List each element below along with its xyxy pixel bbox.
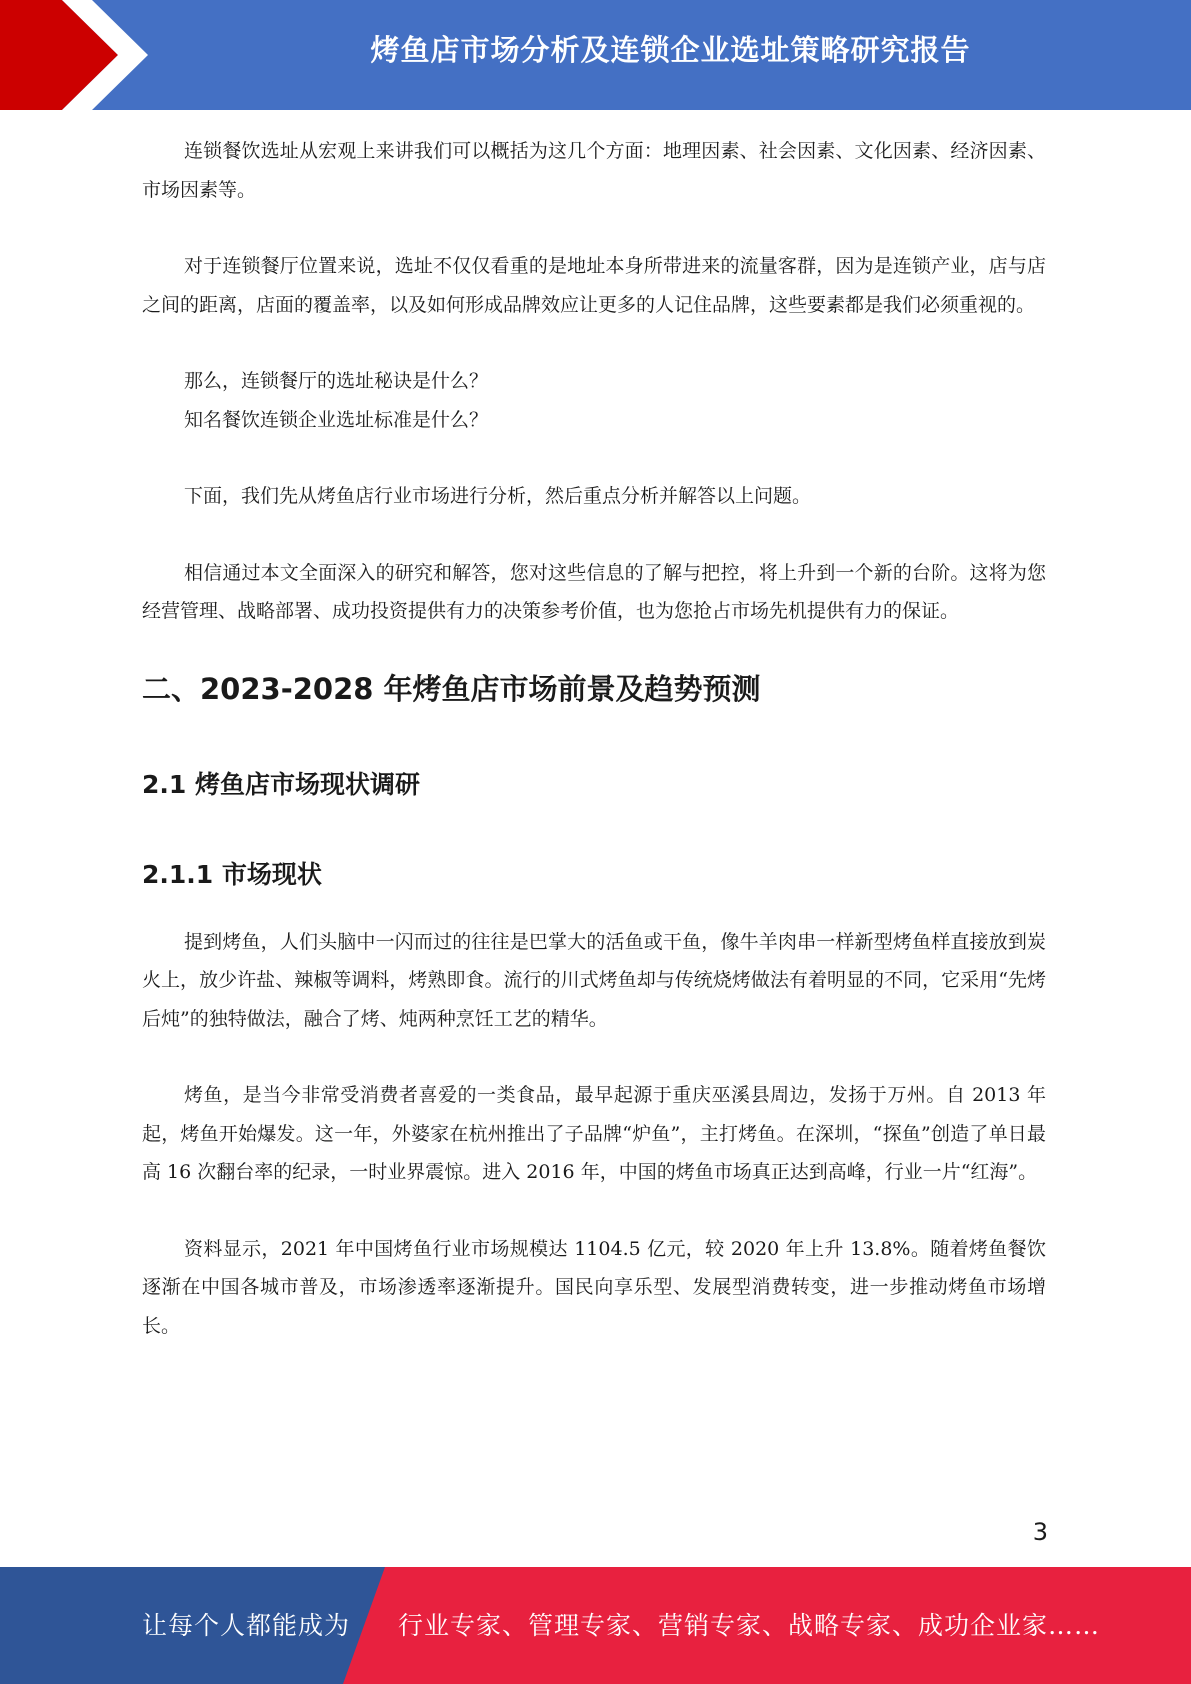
intro-paragraph: 对于连锁餐厅位置来说，选址不仅仅看重的是地址本身所带进来的流量客群，因为是连锁产业，店与店之间的距离，店面的覆盖率，以及如何形成品牌效应让更多的人记住品牌，这些要素都是我们必须重视的。 [142,255,1046,316]
subsection-heading: 2.1 烤鱼店市场现状调研 [142,769,420,799]
body-paragraph: 提到烤鱼，人们头脑中一闪而过的往往是巴掌大的活鱼或干鱼，像牛羊肉串一样新型烤鱼样直接放到炭火上，放少许盐、辣椒等调料，烤熟即食。流行的川式烤鱼却与传统烧烤做法有着明显的不同，它采用“先烤后炖”的独特做法，融合了烤、炖两种烹饪工艺的精华。 [142,930,1046,1030]
subsubsection-heading: 2.1.1 市场现状 [142,859,322,889]
body-paragraph: 资料显示，2021 年中国烤鱼行业市场规模达 1104.5 亿元，较 2020 年上升 13.8%。随着烤鱼餐饮逐渐在中国各城市普及，市场渗透率逐渐提升。国民向享乐型、发展型消费转变，进一步推动烤鱼市场增长。 [142,1237,1046,1337]
header-chevron-decoration [0,0,170,110]
page-body [142,132,1046,1383]
intro-paragraph: 下面，我们先从烤鱼店行业市场进行分析，然后重点分析并解答以上问题。 [184,485,812,507]
page-header [0,0,1191,110]
intro-paragraph: 相信通过本文全面深入的研究和解答，您对这些信息的了解与把控，将上升到一个新的台阶。这将为您经营管理、战略部署、成功投资提供有力的决策参考价值，也为您抢占市场先机提供有力的保证。 [142,561,1046,622]
report-title: 烤鱼店市场分析及连锁企业选址策略研究报告 [370,33,971,67]
page-number: 3 [1032,1518,1048,1546]
page-footer [0,1567,1191,1684]
question-line: 那么，连锁餐厅的选址秘诀是什么？ [184,370,489,392]
section-heading: 二、2023-2028 年烤鱼店市场前景及趋势预测 [142,671,761,706]
intro-paragraph: 连锁餐饮选址从宏观上来讲我们可以概括为这几个方面：地理因素、社会因素、文化因素、经济因素、市场因素等。 [142,140,1046,201]
question-line: 知名餐饮连锁企业选址标准是什么？ [184,408,489,431]
footer-slogan-right: 行业专家、管理专家、营销专家、战略专家、成功企业家…… [398,1611,1101,1640]
body-paragraph: 烤鱼，是当今非常受消费者喜爱的一类食品，最早起源于重庆巫溪县周边，发扬于万州。自 2013 年起，烤鱼开始爆发。这一年，外婆家在杭州推出了子品牌“炉鱼”，主打烤鱼。在深圳，“探鱼”创造了单日最高 16 次翻台率的纪录，一时业界震惊。进入 2016 年，中国的烤鱼市场真正达到高峰，行业一片“红海”。 [142,1084,1046,1183]
footer-slogan-left: 让每个人都能成为 [142,1611,351,1640]
